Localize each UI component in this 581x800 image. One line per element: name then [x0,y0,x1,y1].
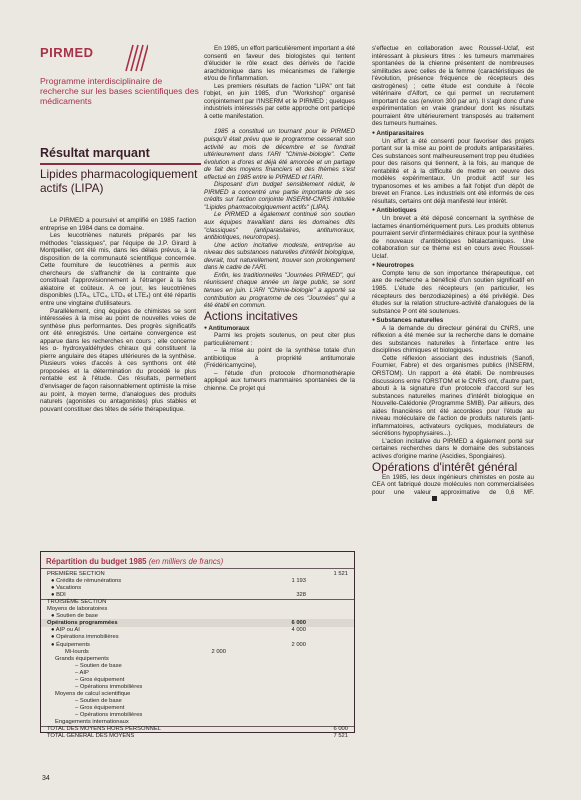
col2-para: – la mise au point de la synthèse totale d'un antibiotique à propriété antitumorale (Frédéricamycine), [204,347,355,370]
brand-subtitle: Programme interdisciplinaire de recherche sur les bases scientifiques des médicaments [40,76,199,107]
col2-para: En 1985, un effort particulièrement important a été consenti en faveur des biologistes qui tentent d'élucider le rôle exact des dérivés de l'acide arachidonique dans les mécanismes de l'allergie et/ou de l'inflammation. [204,45,355,83]
actions-heading: Actions incitatives [204,308,298,323]
editorial-para: Le PIRMED a également continué son soutien aux équipes travaillant dans les domaines dits "classiques" (antiparasitaires, antitumoraux, antibiotiques, neurotropes). [204,211,355,242]
budget-unit: (en milliers de francs) [148,557,224,566]
budget-row-label: Moyens de laboratoires [47,606,108,613]
budget-row-label: ● Vacations [51,585,82,592]
budget-row [41,732,354,740]
budget-row-label: ● Opérations immobilières [51,634,119,641]
section-title: Résultat marquant [40,146,150,160]
budget-row-value: 6 000 [333,726,348,733]
antitumoraux-heading: ● Antitumoraux [204,325,355,333]
editorial-para: Une action incitative modeste, entreprise au niveau des substances naturelles d'intérêt biologique, devrait, tout naturellement, trouver son prolongement dans le cadre de l'ARI. [204,241,355,272]
budget-row-label: – Soutien de base [75,697,122,704]
article-title-text: Lipides pharmacologiquement actifs (LIPA) [40,167,198,195]
budget-row-label: ● Équipements [51,641,90,648]
section-divider [40,163,201,165]
budget-row-value: 4 000 [291,627,306,634]
operations-heading: Opérations d'intérêt général [372,459,518,474]
editorial-para: Enfin, les traditionnelles "Journées PIRMED", qui réunissent chaque année un large public, se sont tenues en juin. L'ARI "Chimie-biologie" a apporté sa contribution au programme de ces "Journées" qui a été établi en commun. [204,271,355,310]
col2-para: Les premiers résultats de l'action "LIPA" ont fait l'objet, en juin 1985, d'un "Workshop" organisé conjointement par l'INSERM et le PIRMED ; quelques industriels intéressés par cette approche ont participé à cette manifestation. [204,82,355,120]
col3-para: Cette réflexion associant des industriels (Sanofi, Fournier, Fabre) et des organismes publics (INSERM, ORSTOM). Un rapport a été établi. De nombreuses discussions entre l'ORSTOM et le CNRS ont, d'autre part, abouti à la signature d'un protocole d'accord sur les substances naturelles marines d'intérêt biologique en Nouvelle-Calédonie (Programme SMIB). Par ailleurs, des aides financières ont été accordées pour l'étude au niveau moléculaire de l'action de produits naturels (anti-inflammatoires, activateurs cycliques, modulateurs de sécrétions hypophysaires...). [372,354,534,438]
col3-para [372,474,534,504]
budget-row-label: ● Soutien de base [51,613,99,620]
budget-title-text: Répartition du budget 1985 [46,557,147,566]
page-number: 34 [42,775,50,782]
column-2 [204,45,355,393]
budget-row-label: Grands équipements [55,655,109,662]
budget-row-value: 7 521 [333,733,348,740]
budget-row-value: 328 [296,592,306,599]
col3-para: A la demande du directeur général du CNRS, une réflexion a été menée sur la recherche dans le domaine des substances naturelles à l'interface entre les disciplines chimiques et biologiques. [372,324,534,355]
editorial-block [204,128,355,309]
budget-row-label: – Gros équipement [75,704,125,711]
budget-title [46,557,223,566]
col1-para: Le PIRMED a poursuivi et amplifié en 1985 l'action entreprise en 1984 dans ce domaine. [40,217,196,232]
col3-para: Un brevet a été déposé concernant la synthèse de lactames énantiomériquement purs. Les produits obtenus pourraient servir d'intermédiaires chiraux pour la synthèse de nouveaux d'antibiotiques bêtalactamiques. Une collaboration sur ce thème est en cours avec Roussel-Uclaf. [372,215,534,260]
budget-row-value: 1 521 [333,571,348,577]
budget-rule [41,568,354,569]
budget-row-label: ● Crédits de rémunérations [51,578,122,585]
col3-para: L'action incitative du PIRMED a également porté sur certaines recherches dans le domaine des substances actives d'origine marine (Ascidies, Spongiaires). [372,437,534,460]
column-3 [372,45,534,504]
col2-para: – l'étude d'un protocole d'hormonothérapie appliqué aux tumeurs mammaires spontanées de la chienne. Ce projet qui [204,369,355,392]
editorial-para: 1985 a constitué un tournant pour le PIRMED puisqu'il était prévu que le programme cesserait son activité au mois de décembre et se fondrait ultérieurement dans l'ARI "Chimie-biologie". Cette évolution a d'ores et déjà été amorcée et un partage de fait des moyens financiers et des thèmes s'est effectué en 1985 entre le PIRMED et l'ARI. [204,128,355,181]
budget-row-label: – Soutien de base [75,662,122,669]
budget-table [40,551,355,740]
brand-logo-icon [120,41,148,75]
antiparasitaires-heading: ● Antiparasitaires [372,130,534,138]
end-mark-icon [432,496,437,501]
budget-row-label: ● BDI [51,592,66,599]
budget-row-label: Mi-lourds [65,648,89,655]
budget-row-label: – Opérations immobilières [75,683,143,690]
col3-para: Un effort a été consenti pour favoriser des projets portant sur la mise au point de produits antiparasitaires. Ces substances sont malheureusement trop peu étudiées pour des raisons qui tiennent, à la fois, au manque de rentabilité et à la difficulté de mettre en oeuvre des modèles expérimentaux. Un produit actif sur les trypanosomes et les amibes a fait l'objet d'un dépôt de brevet en France. Les industriels ont été informés de ces résultats, certains ont déjà manifesté leur intérêt. [372,137,534,205]
antibiotiques-heading: ● Antibiotiques [372,207,534,215]
budget-row-value: 6 000 [291,620,306,627]
substances-naturelles-heading: ● Substances naturelles [372,317,534,325]
col1-para: Les leucotriènes naturels préparés par les méthodes "classiques", par l'équipe de J.P. Girard à Montpellier, ont été mis, dans les délais prévus, à la disposition de la communauté scientifique concernée. Cette fourniture de leucotriènes a permis aux chercheurs de s'affranchir de la contrainte que constituait l'approvisionnement à l'étranger à la fois aléatoire et coûteux. A ce jour, les leucotriènes disponibles (LTA₄, LTC₄, LTD₄ et LTE₄) ont été répartis entre une vingtaine d'utilisateurs. [40,232,196,308]
col3-para: Compte tenu de son importance thérapeutique, cet axe de recherche a bénéficié d'un soutien significatif en 1985. L'étude des récepteurs (en particulier, les récepteurs des benzodiazépines) a été privilégié. Des études sur la relation structure-activité d'analogues de la substance P ont été soutenues. [372,269,534,315]
brand-title: PIRMED [40,45,94,60]
article-title [40,168,200,195]
budget-row-label: Opérations programmées [47,620,118,627]
editorial-para: Disposant d'un budget sensiblement réduit, le PIRMED a concentré une partie importante de ses crédits sur l'action conjointe INSERM-CNRS intitulée "Lipides pharmacologiquement actifs" (LIPA). [204,181,355,211]
budget-row-label: – Gros équipement [75,676,125,683]
budget-row-label: TOTAL DES MOYENS HORS PERSONNEL [47,726,161,733]
budget-row-value: 2 000 [211,648,226,655]
col2-para: Parmi les projets soutenus, on peut citer plus particulièrement : [204,332,355,347]
budget-row-label: – AIP [75,669,89,676]
budget-row-label: Moyens de calcul scientifique [55,690,131,697]
brand-block [40,45,200,107]
budget-row-label: – Opérations immobilières [75,712,143,718]
budget-row-label: TOTAL GÉNÉRAL DES MOYENS [47,733,135,740]
neurotropes-heading: ● Neurotropes [372,262,534,270]
col1-para: Parallèlement, cinq équipes de chimistes se sont intéressées à la mise au point de nouvelles voies de synthèse plus performantes. Des progrès significatifs ont été enregistrés. Une certaine convergence est apparue dans les recherches en cours ; elle concerne les α- hydroxyaldéhydes chiraux qui constituent la pierre angulaire des étapes ultérieures de la synthèse. Plusieurs voies d'accès à ces synthons ont été proposées et la détermination du procédé le plus rentable est à l'étude. Ces résultats, permettent d'envisager de façon raisonnablement optimiste la mise au point, à moyen terme, d'analogues des produits naturels (agonistes ou antagonistes) plus stables et pouvant constituer des têtes de série thérapeutique. [40,307,196,413]
budget-row-value: 1 193 [291,578,306,585]
col3-final-text: En 1985, les deux ingénieurs chimistes en poste au CEA ont fabriqué douze molécules non commercialisées pour une valeur approximative de 0,6 MF. [372,473,534,496]
budget-row-label: TROISIÈME SECTION [47,599,107,606]
budget-row-label: PREMIÈRE SECTION [47,571,105,577]
budget-row-value: 2 000 [291,641,306,648]
budget-row-label: ● AIP ou AI [51,627,80,634]
budget-row-label: Engagements internationaux [55,719,129,726]
column-1 [40,217,196,413]
col3-para: s'effectue en collaboration avec Roussel-Uclaf, est intéressant à plusieurs titres : les tumeurs mammaires spontanées de la chienne présentent de nombreuses similitudes avec celles de la femme (caractéristiques de l'évolution, présence fréquence de récepteurs des œstrogènes) ; cette étude est conduite à l'école vétérinaire d'Alfort, ce qui permet un recrutement important de cas (environ 300 par an). Il s'agit donc d'une expérimentation en vraie grandeur dont les résultats pourraient être ultérieurement transposés au traitement des tumeurs humaines. [372,45,534,128]
